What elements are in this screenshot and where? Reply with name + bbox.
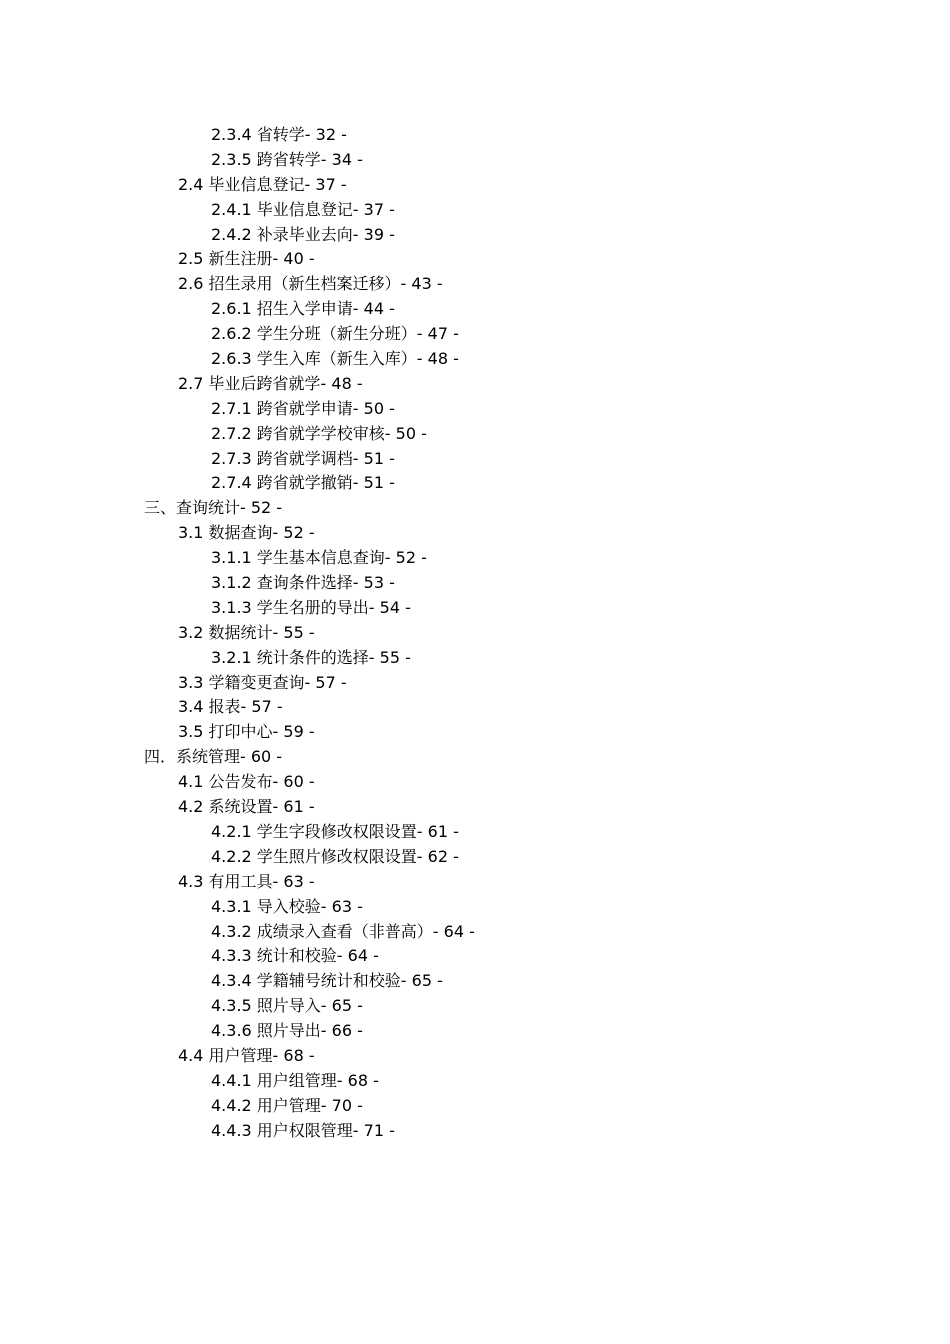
toc-entry-level-3[interactable]: 4.2.2 学生照片修改权限设置- 62 -	[211, 846, 459, 866]
toc-entry-level-3[interactable]: 2.4.1 毕业信息登记- 37 -	[211, 199, 395, 219]
toc-entry-level-3[interactable]: 2.3.4 省转学- 32 -	[211, 125, 347, 144]
toc-entry-level-3[interactable]: 2.3.5 跨省转学- 34 -	[211, 149, 363, 169]
toc-entry-level-2[interactable]: 3.3 学籍变更查询- 57 -	[178, 672, 347, 692]
toc-entry-level-3[interactable]: 4.3.3 统计和校验- 64 -	[211, 946, 379, 966]
toc-entry-level-3[interactable]: 4.3.4 学籍辅号统计和校验- 65 -	[211, 971, 443, 991]
toc-entry-level-2[interactable]: 4.3 有用工具- 63 -	[178, 871, 315, 891]
toc-entry-level-2[interactable]: 4.1 公告发布- 60 -	[178, 772, 315, 792]
toc-entry-level-2[interactable]: 3.2 数据统计- 55 -	[178, 622, 315, 642]
toc-entry-level-2[interactable]: 2.7 毕业后跨省就学- 48 -	[178, 373, 363, 393]
toc-entry-level-2[interactable]: 4.2 系统设置- 61 -	[178, 797, 315, 817]
toc-entry-level-2[interactable]: 4.4 用户管理- 68 -	[178, 1045, 315, 1065]
toc-entry-level-3[interactable]: 2.7.3 跨省就学调档- 51 -	[211, 448, 395, 468]
toc-entry-level-3[interactable]: 4.4.3 用户权限管理- 71 -	[211, 1120, 395, 1140]
toc-entry-level-3[interactable]: 4.3.5 照片导入- 65 -	[211, 996, 363, 1016]
toc-entry-level-2[interactable]: 2.5 新生注册- 40 -	[178, 249, 315, 269]
toc-entry-level-3[interactable]: 4.3.2 成绩录入查看（非普高）- 64 -	[211, 921, 475, 941]
toc-entry-level-3[interactable]: 2.7.2 跨省就学学校审核- 50 -	[211, 423, 427, 443]
toc-entry-level-2[interactable]: 3.5 打印中心- 59 -	[178, 722, 315, 742]
toc-entry-level-3[interactable]: 3.1.2 查询条件选择- 53 -	[211, 573, 395, 593]
toc-entry-level-1[interactable]: 四．系统管理- 60 -	[144, 747, 283, 767]
toc-entry-level-3[interactable]: 3.1.3 学生名册的导出- 54 -	[211, 597, 411, 617]
toc-entry-level-3[interactable]: 4.3.6 照片导出- 66 -	[211, 1021, 363, 1041]
toc-entry-level-2[interactable]: 3.4 报表- 57 -	[178, 697, 283, 717]
toc-entry-level-3[interactable]: 4.4.1 用户组管理- 68 -	[211, 1070, 379, 1090]
toc-entry-level-3[interactable]: 4.2.1 学生字段修改权限设置- 61 -	[211, 821, 459, 841]
toc-entry-level-3[interactable]: 4.3.1 导入校验- 63 -	[211, 896, 363, 916]
toc-entry-level-3[interactable]: 2.4.2 补录毕业去向- 39 -	[211, 224, 395, 244]
toc-entry-level-3[interactable]: 2.6.1 招生入学申请- 44 -	[211, 299, 395, 319]
toc-entry-level-3[interactable]: 4.4.2 用户管理- 70 -	[211, 1095, 363, 1115]
toc-entry-level-2[interactable]: 2.6 招生录用（新生档案迁移）- 43 -	[178, 274, 443, 294]
toc-entry-level-3[interactable]: 2.7.4 跨省就学撤销- 51 -	[211, 473, 395, 493]
toc-entry-level-3[interactable]: 3.1.1 学生基本信息查询- 52 -	[211, 548, 427, 568]
table-of-contents	[0, 123, 950, 1144]
toc-entry-level-3[interactable]: 2.6.2 学生分班（新生分班）- 47 -	[211, 324, 459, 344]
toc-entry-level-3[interactable]: 2.7.1 跨省就学申请- 50 -	[211, 398, 395, 418]
toc-entry-level-2[interactable]: 2.4 毕业信息登记- 37 -	[178, 174, 347, 194]
toc-entry-level-2[interactable]: 3.1 数据查询- 52 -	[178, 523, 315, 543]
toc-entry-level-1[interactable]: 三、查询统计- 52 -	[144, 498, 283, 518]
toc-entry-level-3[interactable]: 2.6.3 学生入库（新生入库）- 48 -	[211, 349, 459, 369]
toc-entry-level-3[interactable]: 3.2.1 统计条件的选择- 55 -	[211, 647, 411, 667]
